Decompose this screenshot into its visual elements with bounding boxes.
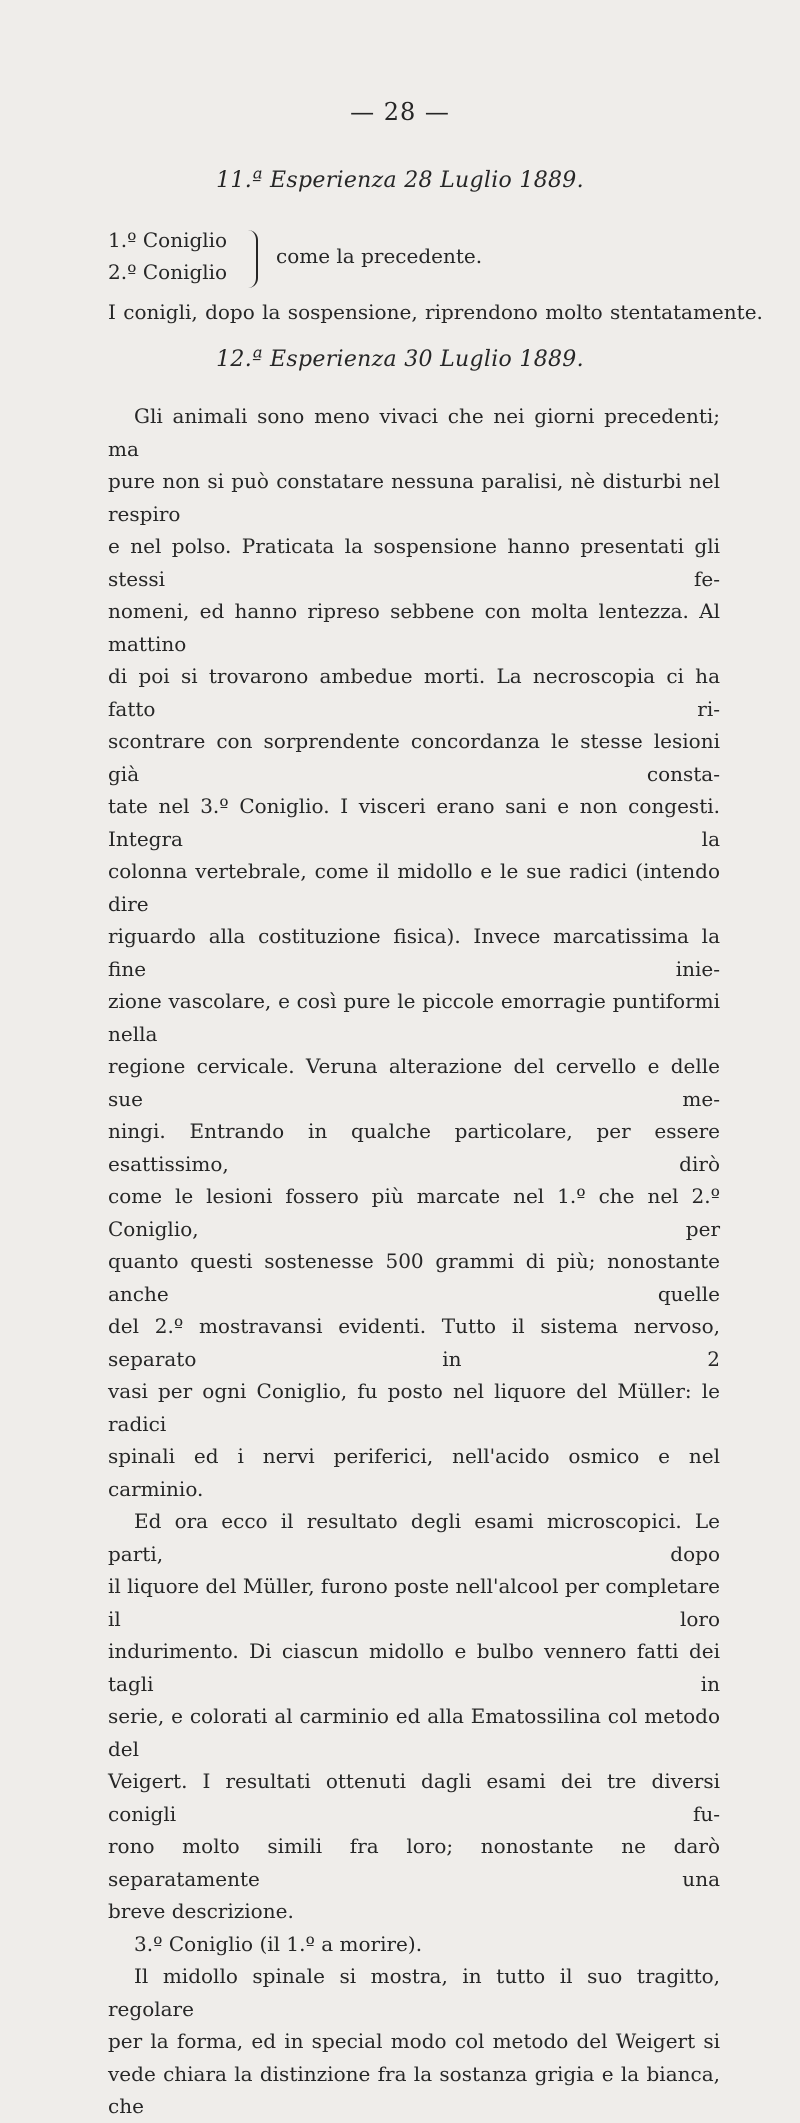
text-line: regione cervicale. Veruna alterazione del cervello e delle sue me- [108, 1054, 720, 1111]
brace-note: come la precedente. [276, 244, 483, 268]
text-line: vasi per ogni Coniglio, fu posto nel liquore del Müller: le radici [108, 1379, 720, 1436]
text-line: Ed ora ecco il resultato degli esami microscopici. Le parti, dopo [108, 1509, 720, 1566]
text-line: Gli animali sono meno vivaci che nei giorni precedenti; ma [108, 404, 720, 461]
text-line: indurimento. Di ciascun midollo e bulbo vennero fatti dei tagli in [108, 1639, 720, 1696]
text-line: zione vascolare, e così pure le piccole emorragie puntiformi nella [108, 989, 720, 1046]
page-number: — 28 — [350, 98, 450, 126]
text-line: riguardo alla costituzione fisica). Invece marcatissima la fine inie- [108, 924, 720, 981]
text-line: Il midollo spinale si mostra, in tutto il suo tragitto, regolare [108, 1964, 720, 2021]
text-line: il liquore del Müller, furono poste nell'alcool per completare il loro [108, 1574, 720, 1631]
rabbit-1-label: 1.º Coniglio [108, 228, 228, 252]
text-line: di poi si trovarono ambedue morti. La necroscopia ci ha fatto ri- [108, 664, 720, 721]
experiment-12-heading: 12.ª Esperienza 30 Luglio 1889. [216, 347, 584, 372]
text-line: nomeni, ed hanno ripreso sebbene con molta lentezza. Al mattino [108, 599, 720, 656]
text-line: per la forma, ed in special modo col metodo del Weigert si [108, 2029, 720, 2053]
experiment-12-body [108, 400, 720, 2123]
text-line: come le lesioni fossero più marcate nel 1.º che nel 2.º Coniglio, per [108, 1184, 720, 1241]
text-line: serie, e colorati al carminio ed alla Ematossilina col metodo del [108, 1704, 720, 1761]
text-line: breve descrizione. [108, 1899, 294, 1923]
experiment-11-result: I conigli, dopo la sospensione, riprendono molto stentatamente. [108, 300, 763, 324]
grouping-brace [246, 230, 258, 288]
text-line: tate nel 3.º Coniglio. I visceri erano sani e non congesti. Integra la [108, 794, 720, 851]
text-line: spinali ed i nervi periferici, nell'acido osmico e nel carminio. [108, 1444, 720, 1501]
text-line: ningi. Entrando in qualche particolare, per essere esattissimo, dirò [108, 1119, 720, 1176]
text-line: Veigert. I resultati ottenuti dagli esami dei tre diversi conigli fu- [108, 1769, 720, 1826]
rabbit-group [108, 228, 668, 292]
subsection-heading: 3.º Coniglio (il 1.º a morire). [134, 1931, 423, 1956]
text-line: scontrare con sorprendente concordanza le stesse lesioni già consta- [108, 729, 720, 786]
text-line: rono molto simili fra loro; nonostante ne darò separatamente una [108, 1834, 720, 1891]
rabbit-2-label: 2.º Coniglio [108, 260, 228, 284]
text-line: pure non si può constatare nessuna paralisi, nè disturbi nel respiro [108, 469, 720, 526]
text-line: del 2.º mostravansi evidenti. Tutto il sistema nervoso, separato in 2 [108, 1314, 720, 1371]
text-line: e nel polso. Praticata la sospensione hanno presentati gli stessi fe- [108, 534, 720, 591]
text-line: vede chiara la distinzione fra la sostanza grigia e la bianca, che [108, 2061, 720, 2118]
text-line: colonna vertebrale, come il midollo e le sue radici (intendo dire [108, 859, 720, 916]
text-line: quanto questi sostenesse 500 grammi di più; nonostante anche quelle [108, 1249, 720, 1306]
experiment-11-heading: 11.ª Esperienza 28 Luglio 1889. [216, 168, 584, 193]
